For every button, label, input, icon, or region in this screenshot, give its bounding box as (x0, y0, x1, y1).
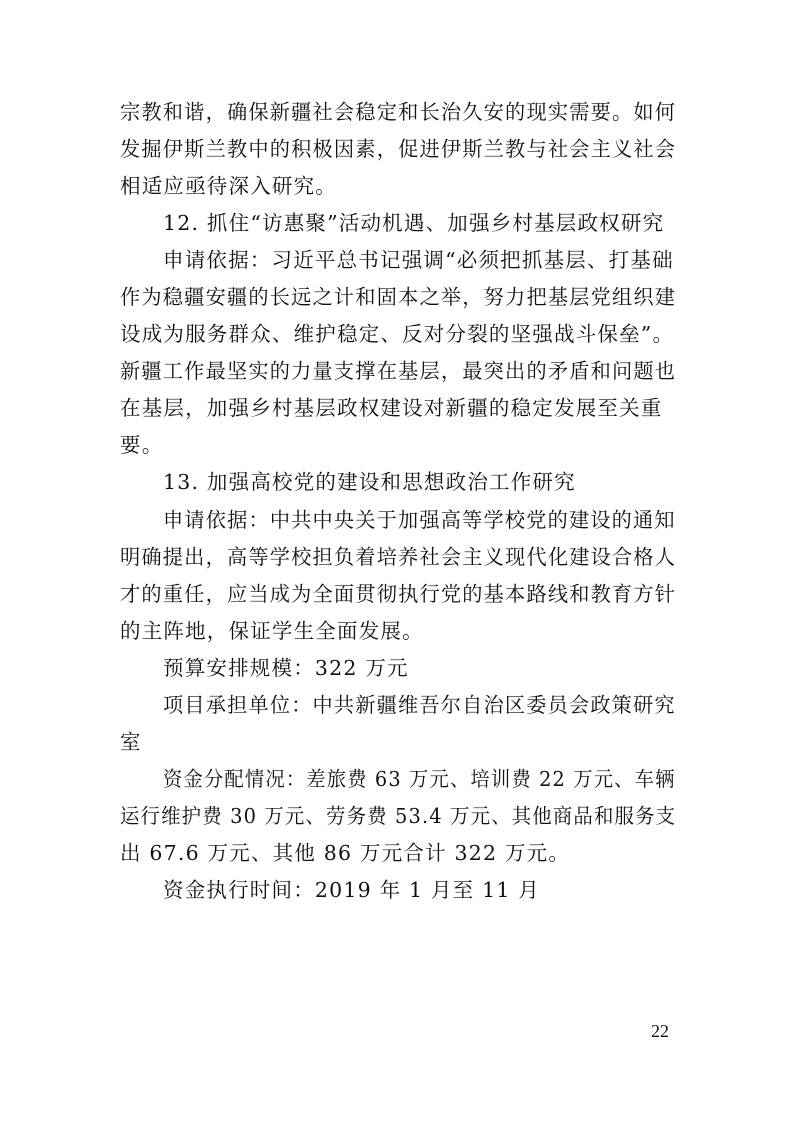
text-line: 明确提出，高等学校担负着培养社会主义现代化建设合格人 (120, 545, 677, 569)
fund-allocation: 资金分配情况：差旅费 63 万元、培训费 22 万元、车辆 (163, 767, 676, 791)
page-number: 22 (651, 1021, 669, 1041)
text-line: 新疆工作最坚实的力量支撑在基层，最突出的矛盾和问题也 (120, 359, 677, 383)
text-line: 宗教和谐，确保新疆社会稳定和长治久安的现实需要。如何 (120, 100, 677, 124)
section-heading-13: 13. 加强高校党的建设和思想政治工作研究 (163, 470, 576, 494)
section-heading-12: 12. 抓住“访惠聚”活动机遇、加强乡村基层政权研究 (163, 211, 665, 235)
undertaking-unit: 项目承担单位：中共新疆维吾尔自治区委员会政策研究 (163, 693, 676, 717)
text-line: 要。 (120, 433, 164, 457)
text-line: 出 67.6 万元、其他 86 万元合计 322 万元。 (120, 841, 571, 865)
text-line: 室 (120, 730, 142, 754)
text-line: 的主阵地，保证学生全面发展。 (120, 619, 424, 643)
text-line: 申请依据：习近平总书记强调“必须把抓基层、打基础 (163, 248, 674, 272)
budget-scale: 预算安排规模：322 万元 (163, 656, 409, 680)
text-line: 申请依据：中共中央关于加强高等学校党的建设的通知 (163, 508, 676, 532)
text-line: 在基层，加强乡村基层政权建设对新疆的稳定发展至关重 (120, 396, 663, 420)
text-line: 作为稳疆安疆的长远之计和固本之举，努力把基层党组织建 (120, 285, 677, 309)
text-line: 才的重任，应当成为全面贯彻执行党的基本路线和教育方针 (120, 582, 677, 606)
text-line: 发掘伊斯兰教中的积极因素，促进伊斯兰教与社会主义社会 (120, 137, 677, 161)
text-line: 运行维护费 30 万元、劳务费 53.4 万元、其他商品和服务支 (120, 804, 677, 828)
execution-time: 资金执行时间：2019 年 1 月至 11 月 (163, 878, 540, 902)
text-line: 相适应亟待深入研究。 (120, 174, 337, 198)
text-line: 设成为服务群众、维护稳定、反对分裂的坚强战斗保垒”。 (120, 322, 675, 346)
